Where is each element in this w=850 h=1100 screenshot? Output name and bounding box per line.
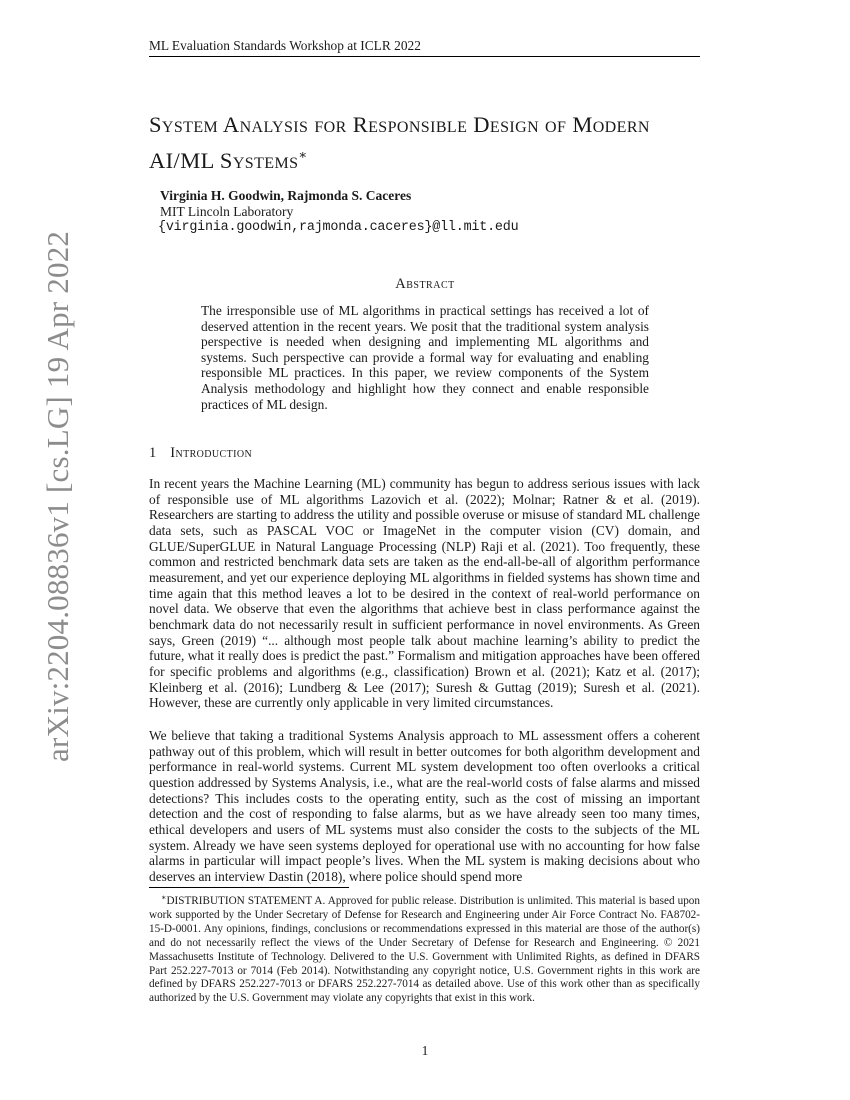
author-names: Virginia H. Goodwin, Rajmonda S. Caceres bbox=[160, 188, 412, 203]
title-text: System Analysis for Responsible Design of Modern AI/ML Systems bbox=[149, 112, 650, 173]
header-rule bbox=[149, 56, 700, 57]
paragraph-intro-2: We believe that taking a traditional Systems Analysis approach to ML assessment offers a coherent pathway out of this problem, which will result in better outcomes for both algorithm development and performance in real-world systems. Current ML system development too often overlooks a critical question addressed by Systems Analysis, i.e., what are the real-world costs of false alarms and missed detections? This includes costs to the operating entity, such as the cost of missing an important detection and the cost of responding to false alarms, but as we have already seen too many times, ethical developers and users of ML systems must also consider the costs to the subjects of the ML system. Already we have seen systems deployed for operational use with no accounting for how false alarms in particular will impact people’s lives. When the ML system is making decisions about who deserves an interview Dastin (2018), where police should spend more bbox=[149, 728, 700, 884]
paragraph-intro-1: In recent years the Machine Learning (ML) community has begun to address serious issues with lack of responsible use of ML algorithms Lazovich et al. (2022); Molnar; Ratner & et al. (2019). Researchers are starting to address the utility and possible overuse or misuse of standard ML challenge data sets, such as PASCAL VOC or ImageNet in the computer vision (CV) domain, and GLUE/SuperGLUE in Natural Language Processing (NLP) Raji et al. (2021). Too frequently, these common and restricted benchmark data sets are taken as the end-all-be-all of algorithm performance measurement, and yet our experience deploying ML algorithms in fielded systems has shown time and time again that this method leaves a lot to be desired in the context of real-world performance on novel data. We observe that even the algorithms that achieve best in class performance against the benchmark data do not necessarily result in sufficient performance in novel environments. As Green says, Green (2019) “... although most people talk about machine learning’s ability to predict the future, what it really does is predict the past.” Formalism and mitigation approaches have been offered for specific problems and algorithms (e.g., classification) Brown et al. (2021); Katz et al. (2017); Kleinberg et al. (2016); Lundberg & Lee (2017); Suresh & Guttag (2019); Suresh et al. (2021). However, these are currently only applicable in very limited circumstances. bbox=[149, 476, 700, 711]
author-affiliation: MIT Lincoln Laboratory bbox=[160, 204, 294, 219]
section-heading bbox=[149, 445, 252, 462]
section-title: Introduction bbox=[170, 445, 253, 461]
footnote-rule bbox=[149, 887, 349, 888]
footnote-mark: ∗ bbox=[161, 893, 167, 902]
footnote bbox=[149, 891, 700, 1006]
section-number: 1 bbox=[149, 445, 157, 461]
abstract-heading: Abstract bbox=[395, 276, 455, 292]
arxiv-stamp[interactable]: arXiv:2204.08836v1 [cs.LG] 19 Apr 2022 bbox=[40, 230, 75, 762]
abstract-body: The irresponsible use of ML algorithms in practical settings has received a lot of deserved attention in the recent years. We posit that the traditional system analysis perspective is needed when designing and implementing ML algorithms and systems. Such perspective can provide a formal way for evaluating and enabling responsible ML practices. In this paper, we review components of the System Analysis methodology and highlight how they connect and enable responsible practices of ML design. bbox=[201, 303, 649, 412]
page-number: 1 bbox=[421, 1043, 429, 1058]
paper-title bbox=[149, 110, 709, 176]
running-header: ML Evaluation Standards Workshop at ICLR 2022 bbox=[149, 38, 421, 53]
author-email[interactable]: {virginia.goodwin,rajmonda.caceres}@ll.mit.edu bbox=[158, 220, 519, 235]
title-footnote-mark: ∗ bbox=[298, 147, 308, 162]
footnote-text: DISTRIBUTION STATEMENT A. Approved for public release. Distribution is unlimited. This material is based upon work supported by the Under Secretary of Defense for Research and Engineering under Air Force Contract No. FA8702-15-D-0001. Any opinions, findings, conclusions or recommendations expressed in this material are those of the author(s) and do not necessarily reflect the views of the Under Secretary of Defense for Research and Engineering. © 2021 Massachusetts Institute of Technology. Delivered to the U.S. Government with Unlimited Rights, as defined in DFARS Part 252.227-7013 or 7014 (Feb 2014). Notwithstanding any copyright notice, U.S. Government rights in this work are defined by DFARS 252.227-7013 or DFARS 252.227-7014 as detailed above. Use of this work other than as specifically authorized by the U.S. Government may violate any copyrights that exist in this work. bbox=[149, 895, 700, 1005]
